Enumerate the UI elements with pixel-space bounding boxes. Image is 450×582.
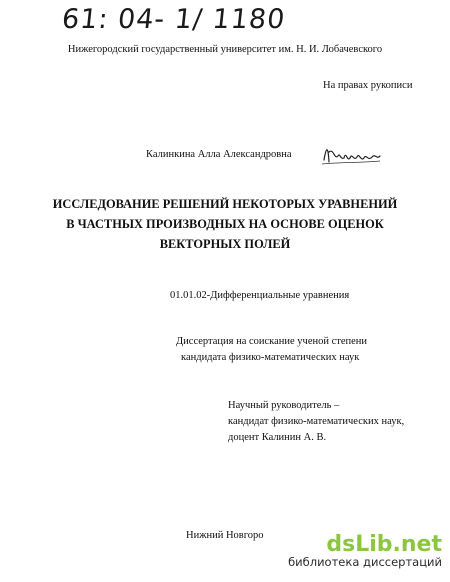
degree-line-2: кандидата физико-математических наук bbox=[181, 352, 360, 363]
degree-statement bbox=[176, 334, 367, 366]
dslib-watermark bbox=[288, 534, 442, 569]
university-name: Нижегородский государственный университет им. Н. И. Лобачевского bbox=[67, 44, 383, 55]
title-line-3: ВЕКТОРНЫХ ПОЛЕЙ bbox=[159, 237, 291, 251]
manuscript-rights-note: На правах рукописи bbox=[323, 80, 413, 91]
degree-line-1: Диссертация на соискание ученой степени bbox=[176, 336, 368, 347]
author-name: Калинкина Алла Александровна bbox=[146, 149, 292, 160]
supervisor-line-2: кандидат физико-математических наук, bbox=[228, 416, 405, 427]
supervisor-line-1: Научный руководитель – bbox=[228, 400, 340, 411]
title-line-1: ИССЛЕДОВАНИЕ РЕШЕНИЙ НЕКОТОРЫХ УРАВНЕНИЙ bbox=[52, 197, 398, 211]
archive-stamp: 61: 04- 1/ 1180 bbox=[60, 4, 287, 35]
title-line-2: В ЧАСТНЫХ ПРОИЗВОДНЫХ НА ОСНОВЕ ОЦЕНОК bbox=[66, 217, 384, 231]
watermark-brand: dsLib.net bbox=[326, 532, 442, 557]
watermark-subtitle: библиотека диссертаций bbox=[288, 555, 442, 569]
dissertation-title bbox=[0, 194, 450, 254]
specialty-code: 01.01.02-Дифференциальные уравнения bbox=[170, 290, 350, 301]
author-signature bbox=[320, 138, 382, 170]
city-name: Нижний Новгоро bbox=[186, 530, 264, 541]
supervisor-line-3: доцент Калинин А. В. bbox=[228, 432, 327, 443]
supervisor-block bbox=[228, 398, 404, 446]
